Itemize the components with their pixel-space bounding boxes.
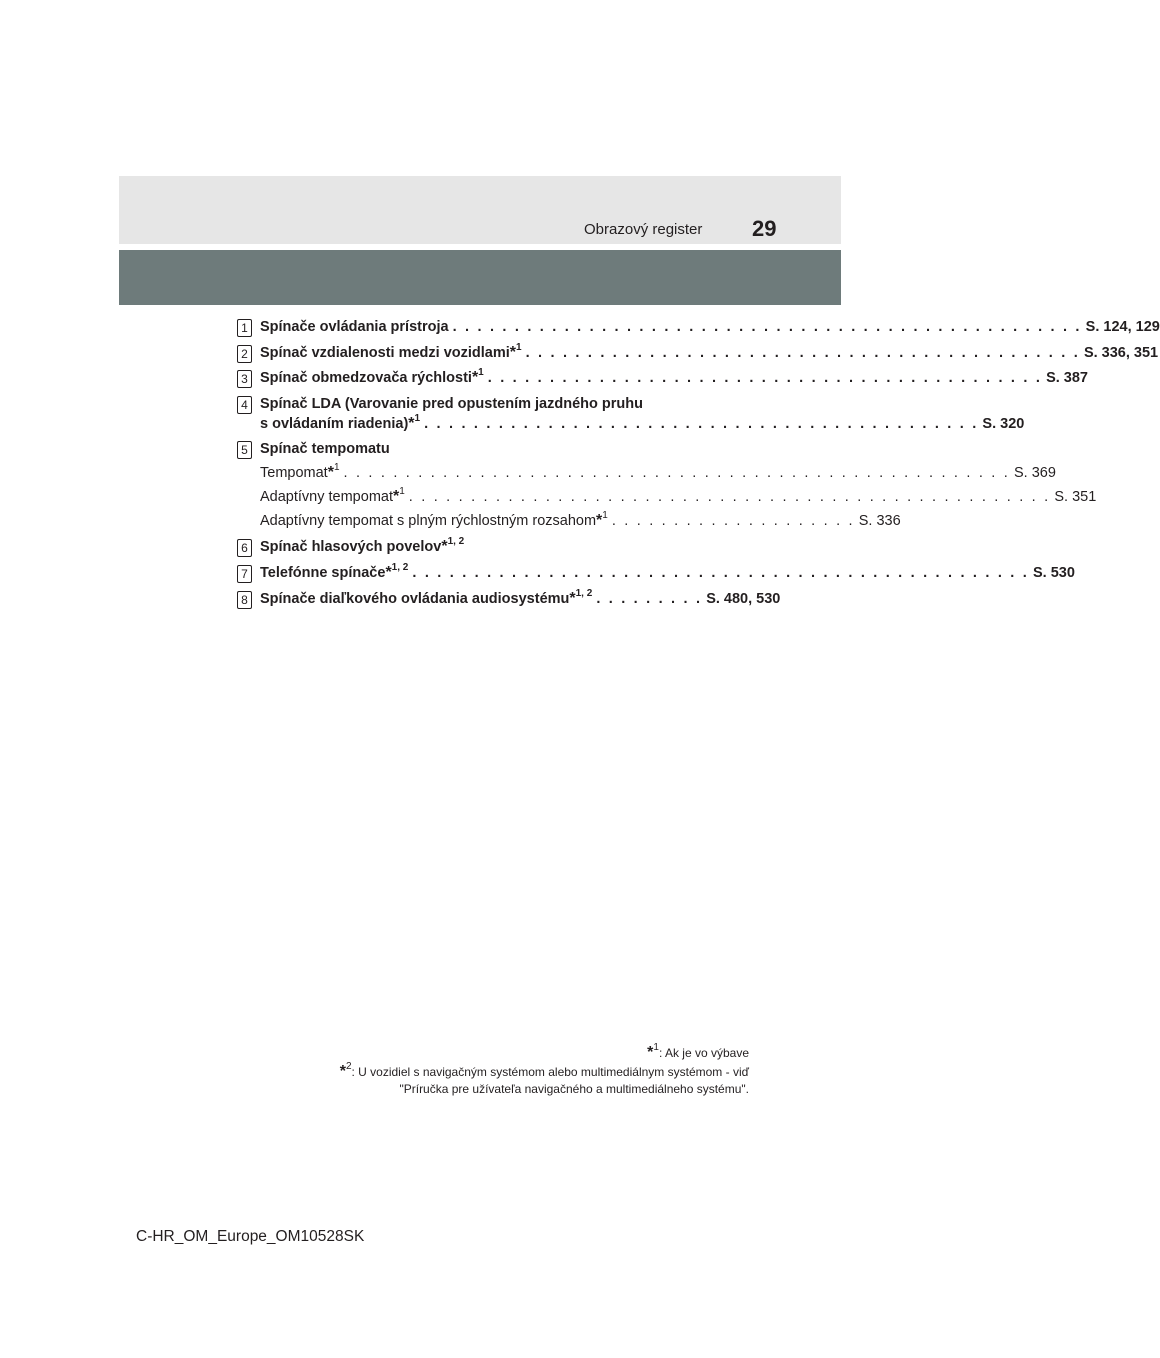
page-reference: S. 369 bbox=[1013, 465, 1056, 481]
asterisk-mark: * bbox=[441, 538, 448, 555]
item-number-3: 3 bbox=[237, 370, 252, 388]
page-number: 29 bbox=[752, 216, 777, 241]
asterisk-mark: * bbox=[339, 1063, 346, 1080]
page-reference: S. 320 bbox=[982, 416, 1025, 432]
footnote-ref: 1 bbox=[333, 462, 340, 473]
footnote-ref: 1, 2 bbox=[575, 588, 593, 599]
sub-entry-tempomat bbox=[260, 462, 1056, 483]
dot-leader: . . . . . . . . . bbox=[596, 591, 703, 607]
footnote-2 bbox=[340, 1063, 749, 1081]
item-number-1: 1 bbox=[237, 319, 252, 337]
item-number-4: 4 bbox=[237, 396, 252, 414]
index-entry-1 bbox=[260, 317, 1160, 337]
entry-label: Adaptívny tempomat s plným rýchlostným rozsahom bbox=[260, 513, 597, 529]
index-entry-7 bbox=[260, 562, 1075, 583]
entry-label: Spínač vzdialenosti medzi vozidlami bbox=[260, 345, 510, 361]
sub-entry-adaptive-tempomat-full-range bbox=[260, 510, 901, 531]
page-reference: S. 351 bbox=[1054, 489, 1097, 505]
index-entry-8 bbox=[260, 588, 781, 609]
footnote-ref: 1 bbox=[399, 486, 405, 497]
page-reference: S. 336, 351 bbox=[1083, 345, 1159, 361]
section-title: Obrazový register bbox=[584, 221, 703, 238]
asterisk-mark: * bbox=[327, 464, 334, 481]
asterisk-mark: * bbox=[393, 488, 400, 505]
item-number-7: 7 bbox=[237, 565, 252, 583]
asterisk-mark: * bbox=[385, 564, 392, 581]
asterisk-mark: * bbox=[569, 590, 576, 607]
dot-leader: . . . . . . . . . . . . . . . . . . . . . . . . . . . . . . . . . . . . . . . . . . . . . bbox=[525, 345, 1080, 361]
sub-entry-adaptive-tempomat bbox=[260, 486, 1097, 507]
footnote-marker: 2 bbox=[345, 1061, 352, 1072]
entry-label: Adaptívny tempomat bbox=[260, 489, 393, 505]
footnote-marker: 1 bbox=[653, 1042, 659, 1053]
footnote-2-line2: "Príručka pre užívateľa navigačného a multimediálneho systému". bbox=[399, 1082, 749, 1096]
asterisk-mark: * bbox=[471, 369, 479, 386]
page-reference: S. 480, 530 bbox=[706, 591, 781, 607]
index-entry-4-line1: Spínač LDA (Varovanie pred opustením jazdného pruhu bbox=[260, 396, 643, 412]
dot-leader: . . . . . . . . . . . . . . . . . . . . . . . . . . . . . . . . . . . . . . . . . . . . . . . . . . . . bbox=[408, 489, 1051, 505]
index-entry-4 bbox=[260, 413, 1025, 434]
index-entry-6 bbox=[260, 537, 722, 557]
item-number-2: 2 bbox=[237, 345, 252, 363]
dot-leader: . . . . . . . . . . . . . . . . . . . . bbox=[611, 513, 855, 529]
footnote-ref: 1 bbox=[602, 510, 608, 521]
page-reference: S. 336 bbox=[858, 513, 901, 529]
entry-label: Spínače diaľkového ovládania audiosystému bbox=[260, 591, 570, 607]
footnote-1 bbox=[647, 1044, 749, 1062]
footnote-ref: 1, 2 bbox=[447, 536, 465, 547]
entry-label: Spínače ovládania prístroja bbox=[260, 319, 449, 335]
footnote-text: : U vozidiel s navigačným systémom alebo multimediálnym systémom - viď bbox=[351, 1065, 749, 1079]
page-reference: S. 530 bbox=[1033, 565, 1075, 581]
page-reference: S. 124, 129 bbox=[1085, 319, 1160, 335]
asterisk-mark: * bbox=[647, 1044, 654, 1061]
footnote-ref: 1 bbox=[478, 367, 484, 378]
entry-label: Spínač hlasových povelov bbox=[260, 539, 442, 555]
item-number-5: 5 bbox=[237, 441, 252, 459]
header-band bbox=[119, 176, 841, 244]
dot-leader: . . . . . . . . . . . . . . . . . . . . . . . . . . . . . . . . . . . . . . . . . . . . . . . . . . . bbox=[452, 319, 1082, 335]
dot-leader: . . . . . . . . . . . . . . . . . . . . . . . . . . . . . . . . . . . . . . . . . . . . . . . . . . bbox=[412, 565, 1029, 581]
entry-label: s ovládaním riadenia) bbox=[260, 416, 409, 432]
asterisk-mark: * bbox=[408, 415, 415, 432]
illustration-band bbox=[119, 250, 841, 305]
dot-leader: . . . . . . . . . . . . . . . . . . . . . . . . . . . . . . . . . . . . . . . . . . . . . . . . . . . . . . bbox=[343, 465, 1010, 481]
asterisk-mark: * bbox=[509, 344, 517, 361]
index-entry-5: Spínač tempomatu bbox=[260, 441, 390, 457]
page-reference: S. 387 bbox=[1046, 370, 1088, 386]
dot-leader: . . . . . . . . . . . . . . . . . . . . . . . . . . . . . . . . . . . . . . . . . . . . . bbox=[424, 416, 979, 432]
index-entry-3 bbox=[260, 367, 1088, 388]
entry-label: Telefónne spínače bbox=[260, 565, 386, 581]
entry-label: Spínač obmedzovača rýchlosti bbox=[260, 370, 472, 386]
item-number-8: 8 bbox=[237, 591, 252, 609]
footnote-text: : Ak je vo výbave bbox=[658, 1046, 749, 1060]
index-entry-2 bbox=[260, 342, 1159, 363]
document-code: C-HR_OM_Europe_OM10528SK bbox=[136, 1228, 365, 1245]
footnote-ref: 1 bbox=[414, 413, 421, 424]
item-number-6: 6 bbox=[237, 539, 252, 557]
footnote-ref: 1, 2 bbox=[391, 562, 409, 573]
entry-label: Tempomat bbox=[260, 465, 328, 481]
dot-leader: . . . . . . . . . . . . . . . . . . . . . . . . . . . . . . . . . . . . . . . . . . . . . bbox=[487, 370, 1043, 386]
asterisk-mark: * bbox=[596, 512, 603, 529]
footnote-ref: 1 bbox=[516, 342, 522, 353]
